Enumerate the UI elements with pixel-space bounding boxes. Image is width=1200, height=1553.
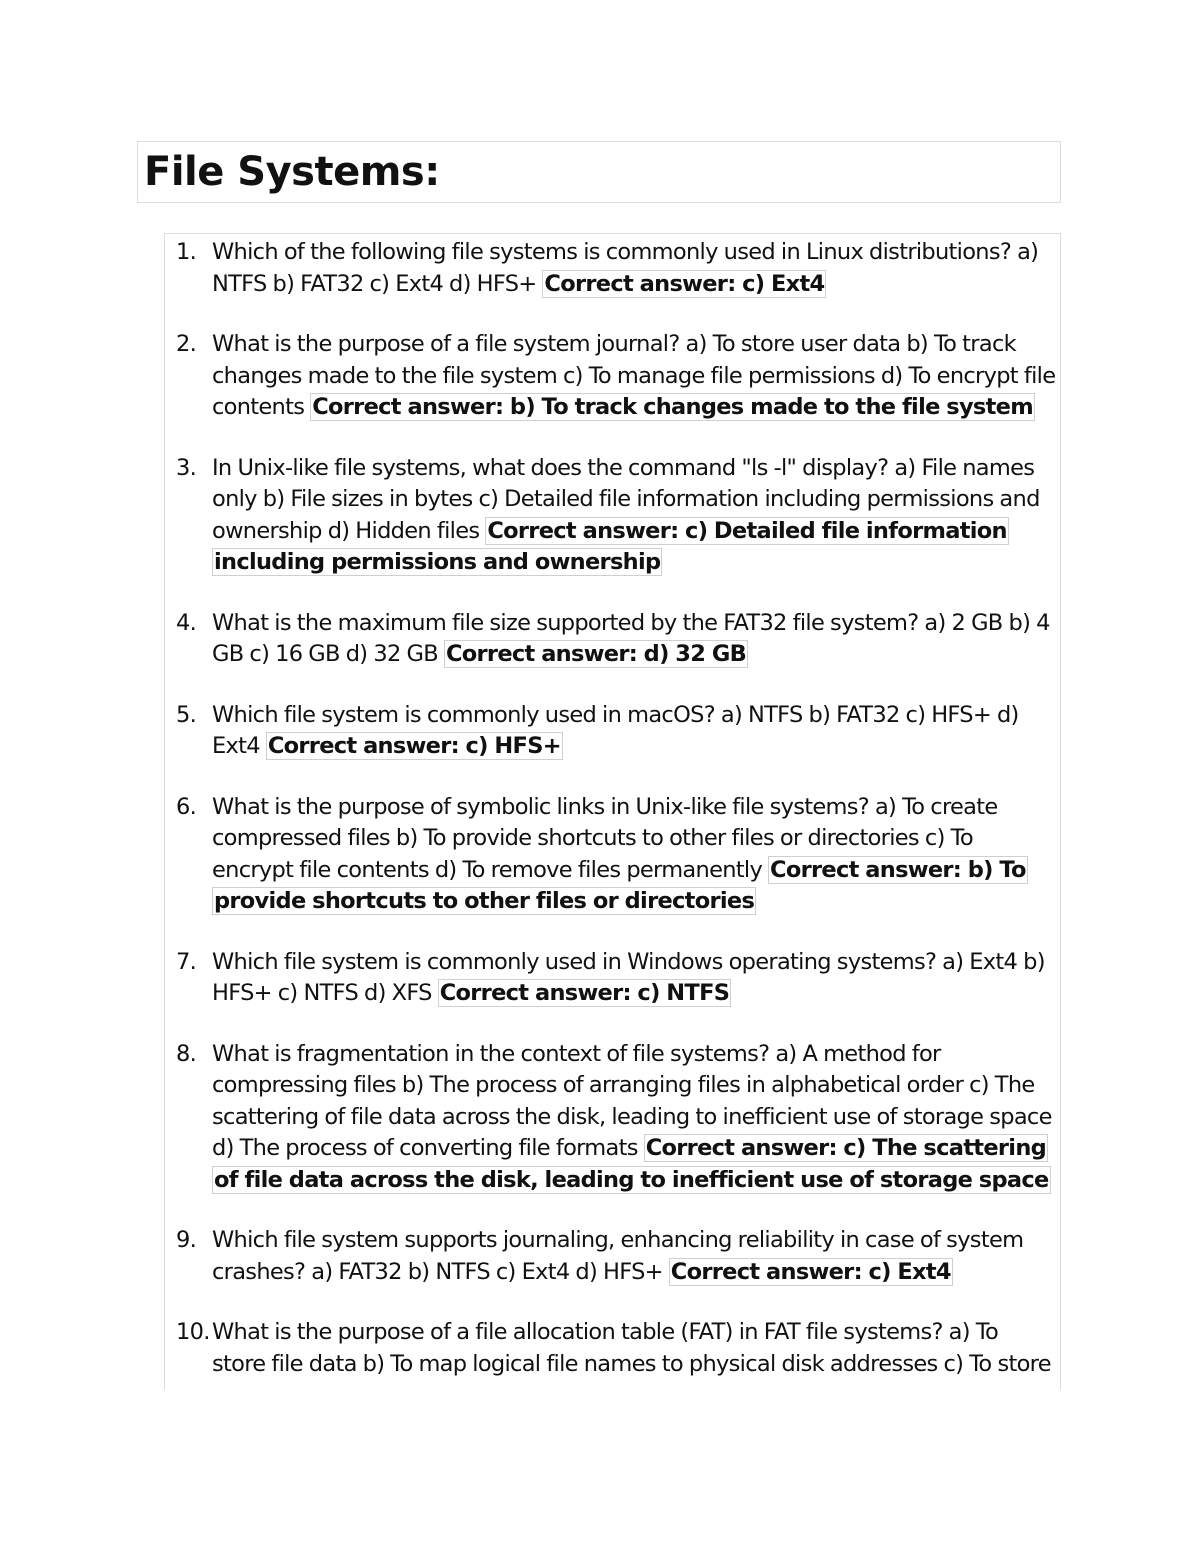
question-number: 3. (176, 454, 197, 481)
question-item (176, 792, 1056, 918)
question-number: 5. (176, 701, 197, 728)
question-text: What is the purpose of a file allocation table (FAT) in FAT file systems? a) To store file data b) To map logical file names to physical disk addresses c) To store (212, 1319, 1051, 1377)
correct-answer: Correct answer: c) Ext4 (544, 270, 825, 297)
question-list (176, 237, 1056, 1390)
questions-container (164, 233, 1061, 1390)
question-item (176, 700, 1056, 763)
question-number: 1. (176, 239, 197, 265)
question-number: 7. (176, 948, 197, 975)
correct-answer: Correct answer: d) 32 GB (445, 641, 747, 667)
correct-answer: Correct answer: b) To track changes made to the file system (312, 394, 1033, 420)
question-text: What is the purpose of a file system journal? a) To store user data b) To track changes made to the file system c) To manage file permissions d) To encrypt file contents (212, 331, 1056, 420)
question-item (176, 947, 1056, 1010)
correct-answer: Correct answer: b) To provide shortcuts to other files or directories (214, 856, 1026, 914)
question-item (176, 237, 1056, 300)
question-text: Which file system supports journaling, enhancing reliability in case of system crashes? a) FAT32 b) NTFS c) Ext4 d) HFS+ (212, 1227, 1024, 1285)
page-title: File Systems: (144, 149, 440, 195)
question-item (176, 1225, 1056, 1288)
question-item (176, 329, 1056, 424)
question-item (176, 453, 1056, 579)
question-text: Which file system is commonly used in macOS? a) NTFS b) FAT32 c) HFS+ d) Ext4 (212, 701, 1019, 759)
question-number: 8. (176, 1040, 197, 1067)
question-text: Which of the following file systems is commonly used in Linux distributions? a) NTFS b) FAT32 c) Ext4 d) HFS+ (212, 239, 1039, 297)
correct-answer: Correct answer: c) Detailed file information including permissions and ownership (214, 517, 1007, 575)
correct-answer: Correct answer: c) NTFS (439, 980, 730, 1006)
question-number: 2. (176, 331, 197, 357)
question-text: What is fragmentation in the context of file systems? a) A method for compressing files b) The process of arranging files in alphabetical order c) The scattering of file data across the disk, leading to inefficient use of storage space d) The process of converting file formats (212, 1040, 1052, 1161)
correct-answer: Correct answer: c) HFS+ (267, 733, 561, 759)
question-text: In Unix-like file systems, what does the command "ls -l" display? a) File names only b) File sizes in bytes c) Detailed file information including permissions and ownership d) Hidden files (212, 454, 1040, 544)
correct-answer: Correct answer: c) Ext4 (670, 1258, 951, 1285)
question-item (176, 608, 1056, 671)
question-number: 6. (176, 793, 197, 820)
question-number: 10. (176, 1319, 210, 1345)
question-number: 9. (176, 1227, 197, 1253)
question-item (176, 1317, 1056, 1380)
correct-answer: Correct answer: c) The scattering of file data across the disk, leading to inefficient use of storage space (214, 1135, 1049, 1193)
question-text: Which file system is commonly used in Windows operating systems? a) Ext4 b) HFS+ c) NTFS d) XFS (212, 948, 1045, 1006)
question-text: What is the maximum file size supported by the FAT32 file system? a) 2 GB b) 4 GB c) 16 GB d) 32 GB (212, 609, 1050, 667)
title-box (137, 141, 1061, 203)
question-item (176, 1039, 1056, 1197)
question-number: 4. (176, 609, 197, 636)
question-text: What is the purpose of symbolic links in Unix-like file systems? a) To create compressed files b) To provide shortcuts to other files or directories c) To encrypt file contents d) To remove files permanently (212, 793, 998, 883)
